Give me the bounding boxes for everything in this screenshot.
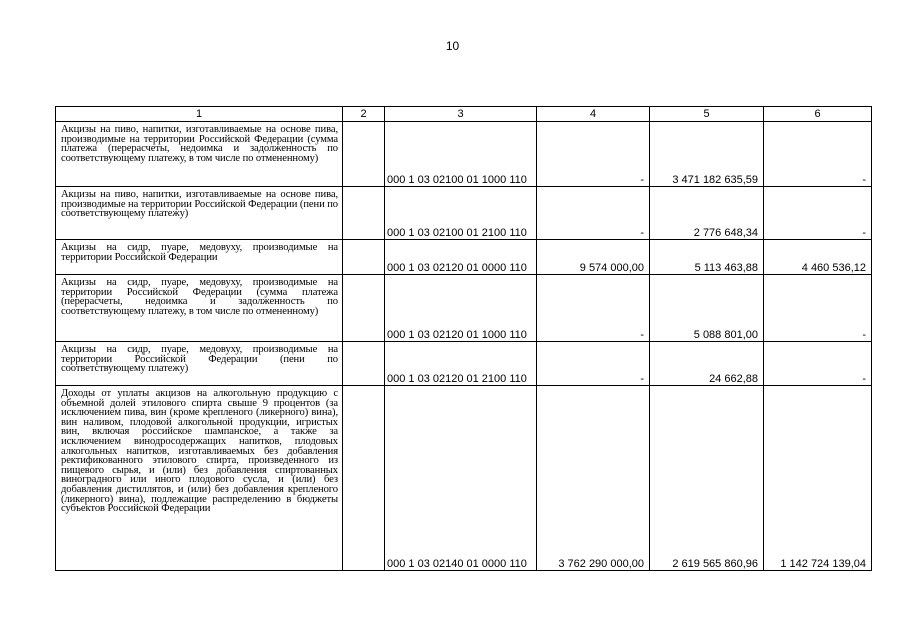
row-name: Доходы от уплаты акцизов на алкогольную продукцию с объемной долей этилового спирта свыше 9 процентов (за исключением пива, вин (кроме крепленого (ликерного) вина), вин наливом, плодовой алкогольной продукции, игристых вин, включая российское шампанское, а также за исключением винодросодержащих напитков, плодовых алкогольных напитков, изготавливаемых без добавления ректификованного этилового спирта, произведенного из пищевого сырья, и (или) без добавления спиртованных виноградного или иного плодового сусла, и (или) без добавления дистиллятов, и (или) без добавления крепленого (ликерного) вина), подлежащие распределению в бюджеты субъектов Российской Федерации [56, 386, 343, 571]
row-name: Акцизы на пиво, напитки, изготавливаемые на основе пива, производимые на территории Российской Федерации (пени по соответствующему платежу) [56, 187, 343, 240]
column-header: 6 [764, 107, 872, 122]
row-code: 000 1 03 02120 01 2100 110 [385, 342, 537, 386]
page-number: 10 [445, 39, 460, 53]
row-col4: - [537, 342, 650, 386]
row-col6: 1 142 724 139,04 [764, 386, 872, 571]
row-col2 [343, 187, 385, 240]
row-col2 [343, 275, 385, 342]
row-col6: - [764, 122, 872, 187]
row-col2 [343, 240, 385, 275]
row-code: 000 1 03 02120 01 0000 110 [385, 240, 537, 275]
column-header: 5 [650, 107, 764, 122]
table-row [56, 342, 872, 386]
table-row [56, 240, 872, 275]
row-col5: 24 662,88 [650, 342, 764, 386]
row-name: Акцизы на сидр, пуаре, медовуху, производимые на территории Российской Федерации (сумма платежа (перерасчеты, недоимка и задолженность по соответствующему платежу, в том числе по отмененному) [56, 275, 343, 342]
row-col4: - [537, 275, 650, 342]
row-col4: 3 762 290 000,00 [537, 386, 650, 571]
table-row [56, 386, 872, 571]
row-col5: 5 088 801,00 [650, 275, 764, 342]
row-col2 [343, 386, 385, 571]
row-col6: - [764, 275, 872, 342]
row-name: Акцизы на сидр, пуаре, медовуху, производимые на территории Российской Федерации (пени по соответствующему платежу) [56, 342, 343, 386]
row-col2 [343, 342, 385, 386]
row-col4: 9 574 000,00 [537, 240, 650, 275]
row-col2 [343, 122, 385, 187]
row-col6: - [764, 187, 872, 240]
row-name: Акцизы на пиво, напитки, изготавливаемые на основе пива, производимые на территории Российской Федерации (сумма платежа (перерасчеты, недоимка и задолженность по соответствующему платежу, в том числе по отмененному) [56, 122, 343, 187]
column-header: 3 [385, 107, 537, 122]
row-col5: 3 471 182 635,59 [650, 122, 764, 187]
table-header-row [56, 107, 872, 122]
row-code: 000 1 03 02100 01 2100 110 [385, 187, 537, 240]
row-col6: 4 460 536,12 [764, 240, 872, 275]
row-col4: - [537, 187, 650, 240]
row-col5: 2 776 648,34 [650, 187, 764, 240]
row-col5: 5 113 463,88 [650, 240, 764, 275]
row-code: 000 1 03 02100 01 1000 110 [385, 122, 537, 187]
column-header: 1 [56, 107, 343, 122]
row-col4: - [537, 122, 650, 187]
table-row [56, 122, 872, 187]
row-code: 000 1 03 02120 01 1000 110 [385, 275, 537, 342]
table-row [56, 275, 872, 342]
revenue-table [55, 106, 872, 571]
row-name: Акцизы на сидр, пуаре, медовуху, производимые на территории Российской Федерации [56, 240, 343, 275]
row-col6: - [764, 342, 872, 386]
column-header: 4 [537, 107, 650, 122]
table-row [56, 187, 872, 240]
row-col5: 2 619 565 860,96 [650, 386, 764, 571]
column-header: 2 [343, 107, 385, 122]
row-code: 000 1 03 02140 01 0000 110 [385, 386, 537, 571]
